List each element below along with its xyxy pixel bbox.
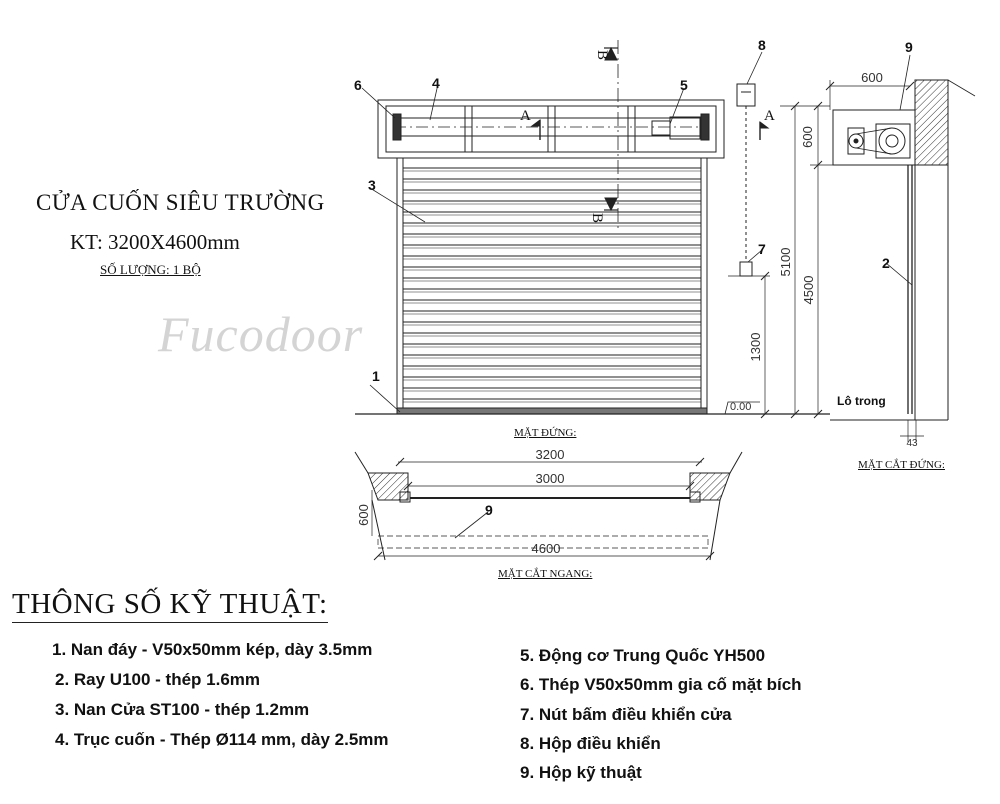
wall-left: [368, 473, 408, 500]
section-a-right: A: [764, 108, 775, 124]
push-button: [740, 262, 752, 276]
roller-box-inner: [386, 106, 716, 152]
callout-5: 5: [680, 77, 688, 93]
spec-item-3: 3. Nan Cửa ST100 - thép 1.2mm: [55, 700, 310, 719]
vertical-section-view: [826, 80, 975, 442]
drawing-size: KT: 3200X4600mm: [70, 230, 240, 254]
spec-item-6: 6. Thép V50x50mm gia cố mặt bích: [520, 675, 802, 694]
label-horizontal-section: MẶT CẮT NGANG:: [498, 568, 593, 580]
dim-total-height: 5100: [778, 247, 793, 277]
spec-item-8: 8. Hộp điều khiển: [520, 734, 661, 753]
curtain-slats: [403, 168, 701, 402]
dim-opening-width: 4600: [531, 541, 561, 556]
roller-box: [378, 100, 724, 158]
callout-4: 4: [432, 75, 440, 91]
bottom-slat: [397, 408, 707, 414]
dim-clear-width: 3000: [535, 471, 565, 486]
callout-8: 8: [758, 37, 766, 53]
side-label: Lô trong: [837, 394, 886, 408]
label-vertical-section: MẶT CẮT ĐỨNG:: [858, 459, 945, 471]
dim-rail-gap: 43: [906, 438, 918, 449]
callout-7: 7: [758, 241, 766, 257]
callout-leaders: [362, 52, 912, 538]
section-b-bottom: B: [589, 213, 605, 224]
wall-right: [690, 473, 730, 500]
dim-overall-width: 3200: [535, 447, 565, 462]
spec-item-4: 4. Trục cuốn - Thép Ø114 mm, dày 2.5mm: [55, 730, 389, 749]
spec-heading: THÔNG SỐ KỸ THUẬT:: [12, 588, 328, 623]
flange-right: [701, 114, 709, 140]
callout-9-section: 9: [905, 39, 913, 55]
wall-lintel: [915, 80, 948, 165]
dim-floor-level: 0.00: [730, 401, 752, 413]
spec-item-9: 9. Hộp kỹ thuật: [520, 763, 642, 782]
dim-door-height: 4500: [801, 275, 816, 305]
watermark: Fucodoor: [158, 306, 364, 362]
motor-body: [652, 121, 670, 135]
drawing-quantity: SỐ LƯỢNG: 1 BỘ: [100, 262, 201, 277]
callout-6: 6: [354, 77, 362, 93]
dim-box-height: 600: [800, 126, 815, 148]
control-box: [737, 84, 755, 106]
callout-2: 2: [882, 255, 890, 271]
spec-item-5: 5. Động cơ Trung Quốc YH500: [520, 646, 766, 665]
label-elevation: MẶT ĐỨNG:: [514, 427, 577, 439]
elevation-view: [355, 40, 840, 418]
technical-box: [833, 110, 915, 165]
door-curtain: [397, 158, 707, 414]
roller-drum: [879, 128, 905, 154]
dim-plan-depth: 600: [356, 504, 371, 526]
section-b-top: B: [594, 50, 610, 61]
callout-3: 3: [368, 177, 376, 193]
spec-item-7: 7. Nút bấm điều khiển cửa: [520, 705, 732, 724]
spec-item-2: 2. Ray U100 - thép 1.6mm: [55, 670, 261, 689]
dim-box-depth: 600: [861, 70, 883, 85]
callout-9-plan: 9: [485, 502, 493, 518]
callout-1: 1: [372, 368, 380, 384]
spec-item-1: 1. Nan đáy - V50x50mm kép, dày 3.5mm: [52, 640, 373, 659]
drawing-title: CỬA CUỐN SIÊU TRƯỜNG: [36, 190, 325, 215]
section-a-left: A: [520, 108, 531, 124]
dim-button-height: 1300: [748, 332, 763, 362]
flange-left: [393, 114, 401, 140]
